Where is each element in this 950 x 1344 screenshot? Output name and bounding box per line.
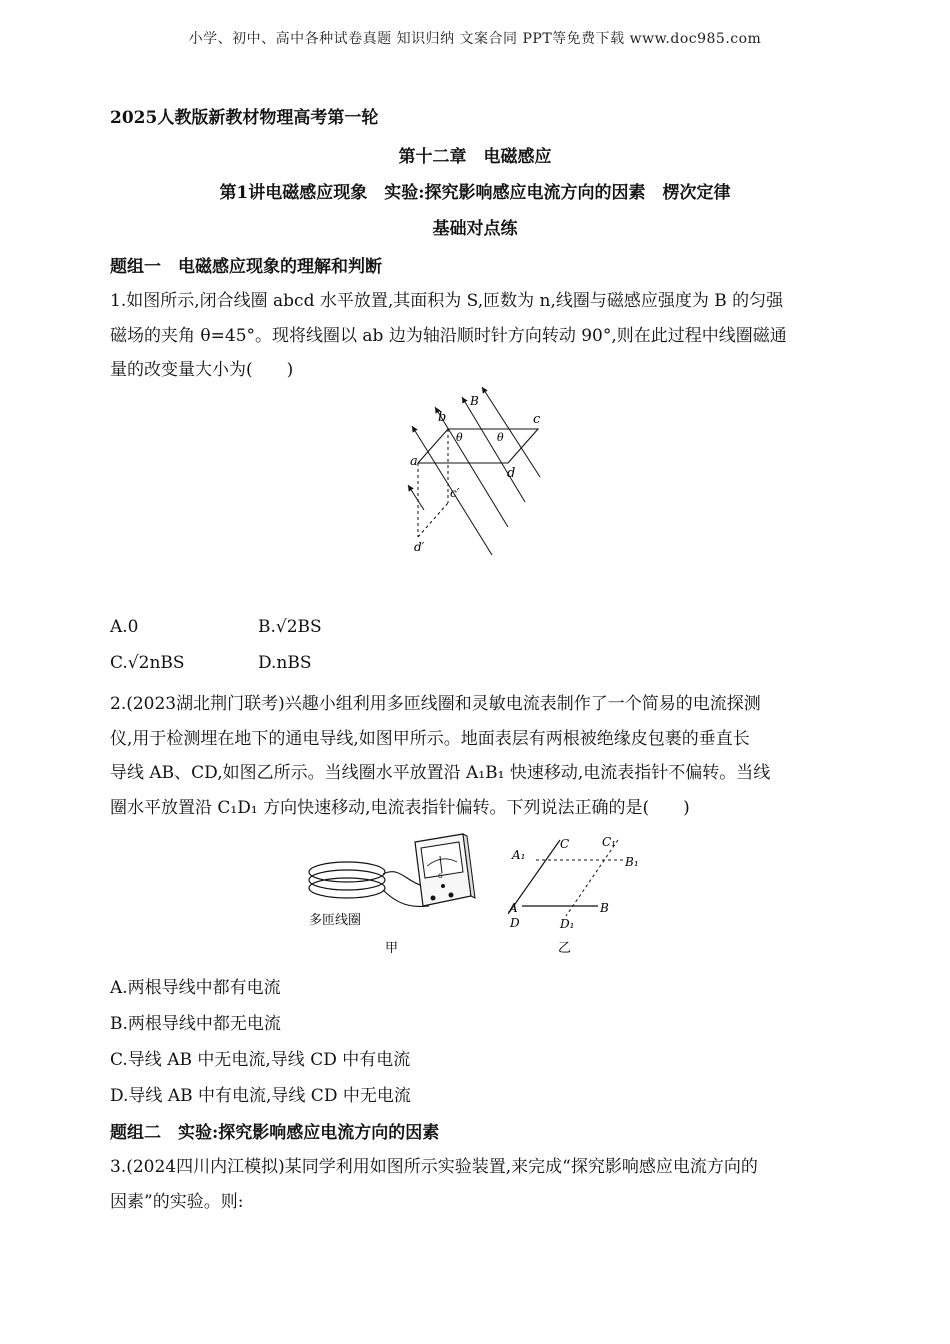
q1-option-c[interactable]: C.√2nBS [110, 653, 185, 673]
group1-title: 题组一 电磁感应现象的理解和判断 [110, 257, 382, 277]
q1-line-2: 磁场的夹角 θ=45°。现将线圈以 ab 边为轴沿顺时针方向转动 90°,则在此过程中线圈磁通 [110, 325, 787, 346]
coil-ring-2 [309, 870, 385, 890]
label-b1: B₁ [625, 855, 639, 869]
q1-option-d[interactable]: D.nBS [258, 653, 312, 673]
section-title: 基础对点练 [432, 219, 518, 239]
field-line-2 [435, 407, 508, 527]
q2-option-a[interactable]: A.两根导线中都有电流 [110, 978, 281, 998]
label-d-upper: D [510, 916, 520, 930]
label-B: B [470, 394, 479, 408]
label-c: c [533, 412, 541, 427]
terminal-1 [431, 896, 436, 901]
galvanometer-knob [441, 884, 445, 888]
q1-option-a[interactable]: A.0 [110, 617, 139, 637]
label-c-upper: C [560, 837, 570, 851]
q1-coil-diagram [400, 385, 560, 570]
label-a: a [410, 454, 418, 469]
label-a-upper: A [509, 901, 518, 915]
q2-line-3: 导线 AB、CD,如图乙所示。当线圈水平放置沿 A₁B₁ 快速移动,电流表指针不偏转。当线 [110, 763, 771, 783]
label-d-prime: d′ [414, 540, 425, 554]
group2-title: 题组二 实验:探究影响感应电流方向的因素 [110, 1123, 440, 1143]
q2-figure-jia [305, 826, 490, 958]
q3-line-1: 3.(2024四川内江模拟)某同学利用如图所示实验装置,来完成“探究影响感应电流方向的 [110, 1157, 758, 1177]
galvanometer-label: G [438, 873, 443, 880]
q2-line-2: 仪,用于检测埋在地下的通电导线,如图甲所示。地面表层有两根被绝缘皮包裹的垂直长 [110, 728, 750, 749]
label-b: b [438, 410, 447, 425]
q3-line-2: 因素”的实验。则: [110, 1191, 244, 1212]
label-c-prime: c′ [450, 486, 460, 500]
label-d1: D₁ [560, 917, 575, 931]
lecture-title: 第1讲电磁感应现象 实验:探究影响感应电流方向的因素 楞次定律 [219, 183, 731, 203]
q1-line-1: 1.如图所示,闭合线圈 abcd 水平放置,其面积为 S,匝数为 n,线圈与磁感应强度为 B 的匀强 [110, 291, 784, 311]
q1-line-3: 量的改变量大小为( ) [110, 360, 294, 380]
label-a1: A₁ [512, 848, 526, 862]
q1-option-b[interactable]: B.√2BS [258, 617, 322, 637]
q2-figure-yi [508, 826, 658, 958]
fig-jia-caption: 甲 [385, 941, 399, 956]
wire-1 [383, 872, 423, 886]
fig-yi-caption: 乙 [558, 941, 572, 956]
label-c1: C₁ [602, 835, 616, 849]
question-3-text [110, 1150, 842, 1219]
q2-line-1: 2.(2023湖北荆门联考)兴趣小组利用多匝线圈和灵敏电流表制作了一个简易的电流探测 [110, 694, 761, 714]
field-line-3 [462, 397, 525, 502]
coil-ring-3 [309, 878, 385, 898]
field-line-5 [408, 485, 424, 510]
question-1-text [110, 284, 842, 388]
label-theta-2: θ [497, 431, 504, 444]
q2-option-c[interactable]: C.导线 AB 中无电流,导线 CD 中有电流 [110, 1050, 411, 1070]
q2-option-b[interactable]: B.两根导线中都无电流 [110, 1014, 281, 1034]
q2-option-d[interactable]: D.导线 AB 中有电流,导线 CD 中无电流 [110, 1086, 411, 1106]
page-header: 小学、初中、高中各种试卷真题 知识归纳 文案合同 PPT等免费下载 www.doc985.com [188, 31, 762, 47]
line-c1d1 [566, 840, 618, 916]
book-title: 2025人教版新教材物理高考第一轮 [110, 108, 379, 128]
terminal-2 [449, 893, 454, 898]
coil-label: 多匝线圈 [309, 913, 362, 928]
q2-line-4: 圈水平放置沿 C₁D₁ 方向快速移动,电流表指针偏转。下列说法正确的是( ) [110, 797, 690, 818]
coil-ring-1 [309, 862, 385, 882]
question-2-text [110, 687, 842, 825]
chapter-title: 第十二章 电磁感应 [398, 147, 552, 167]
label-d: d [507, 466, 516, 481]
label-b-upper: B [600, 901, 609, 915]
label-theta-1: θ [456, 431, 463, 444]
